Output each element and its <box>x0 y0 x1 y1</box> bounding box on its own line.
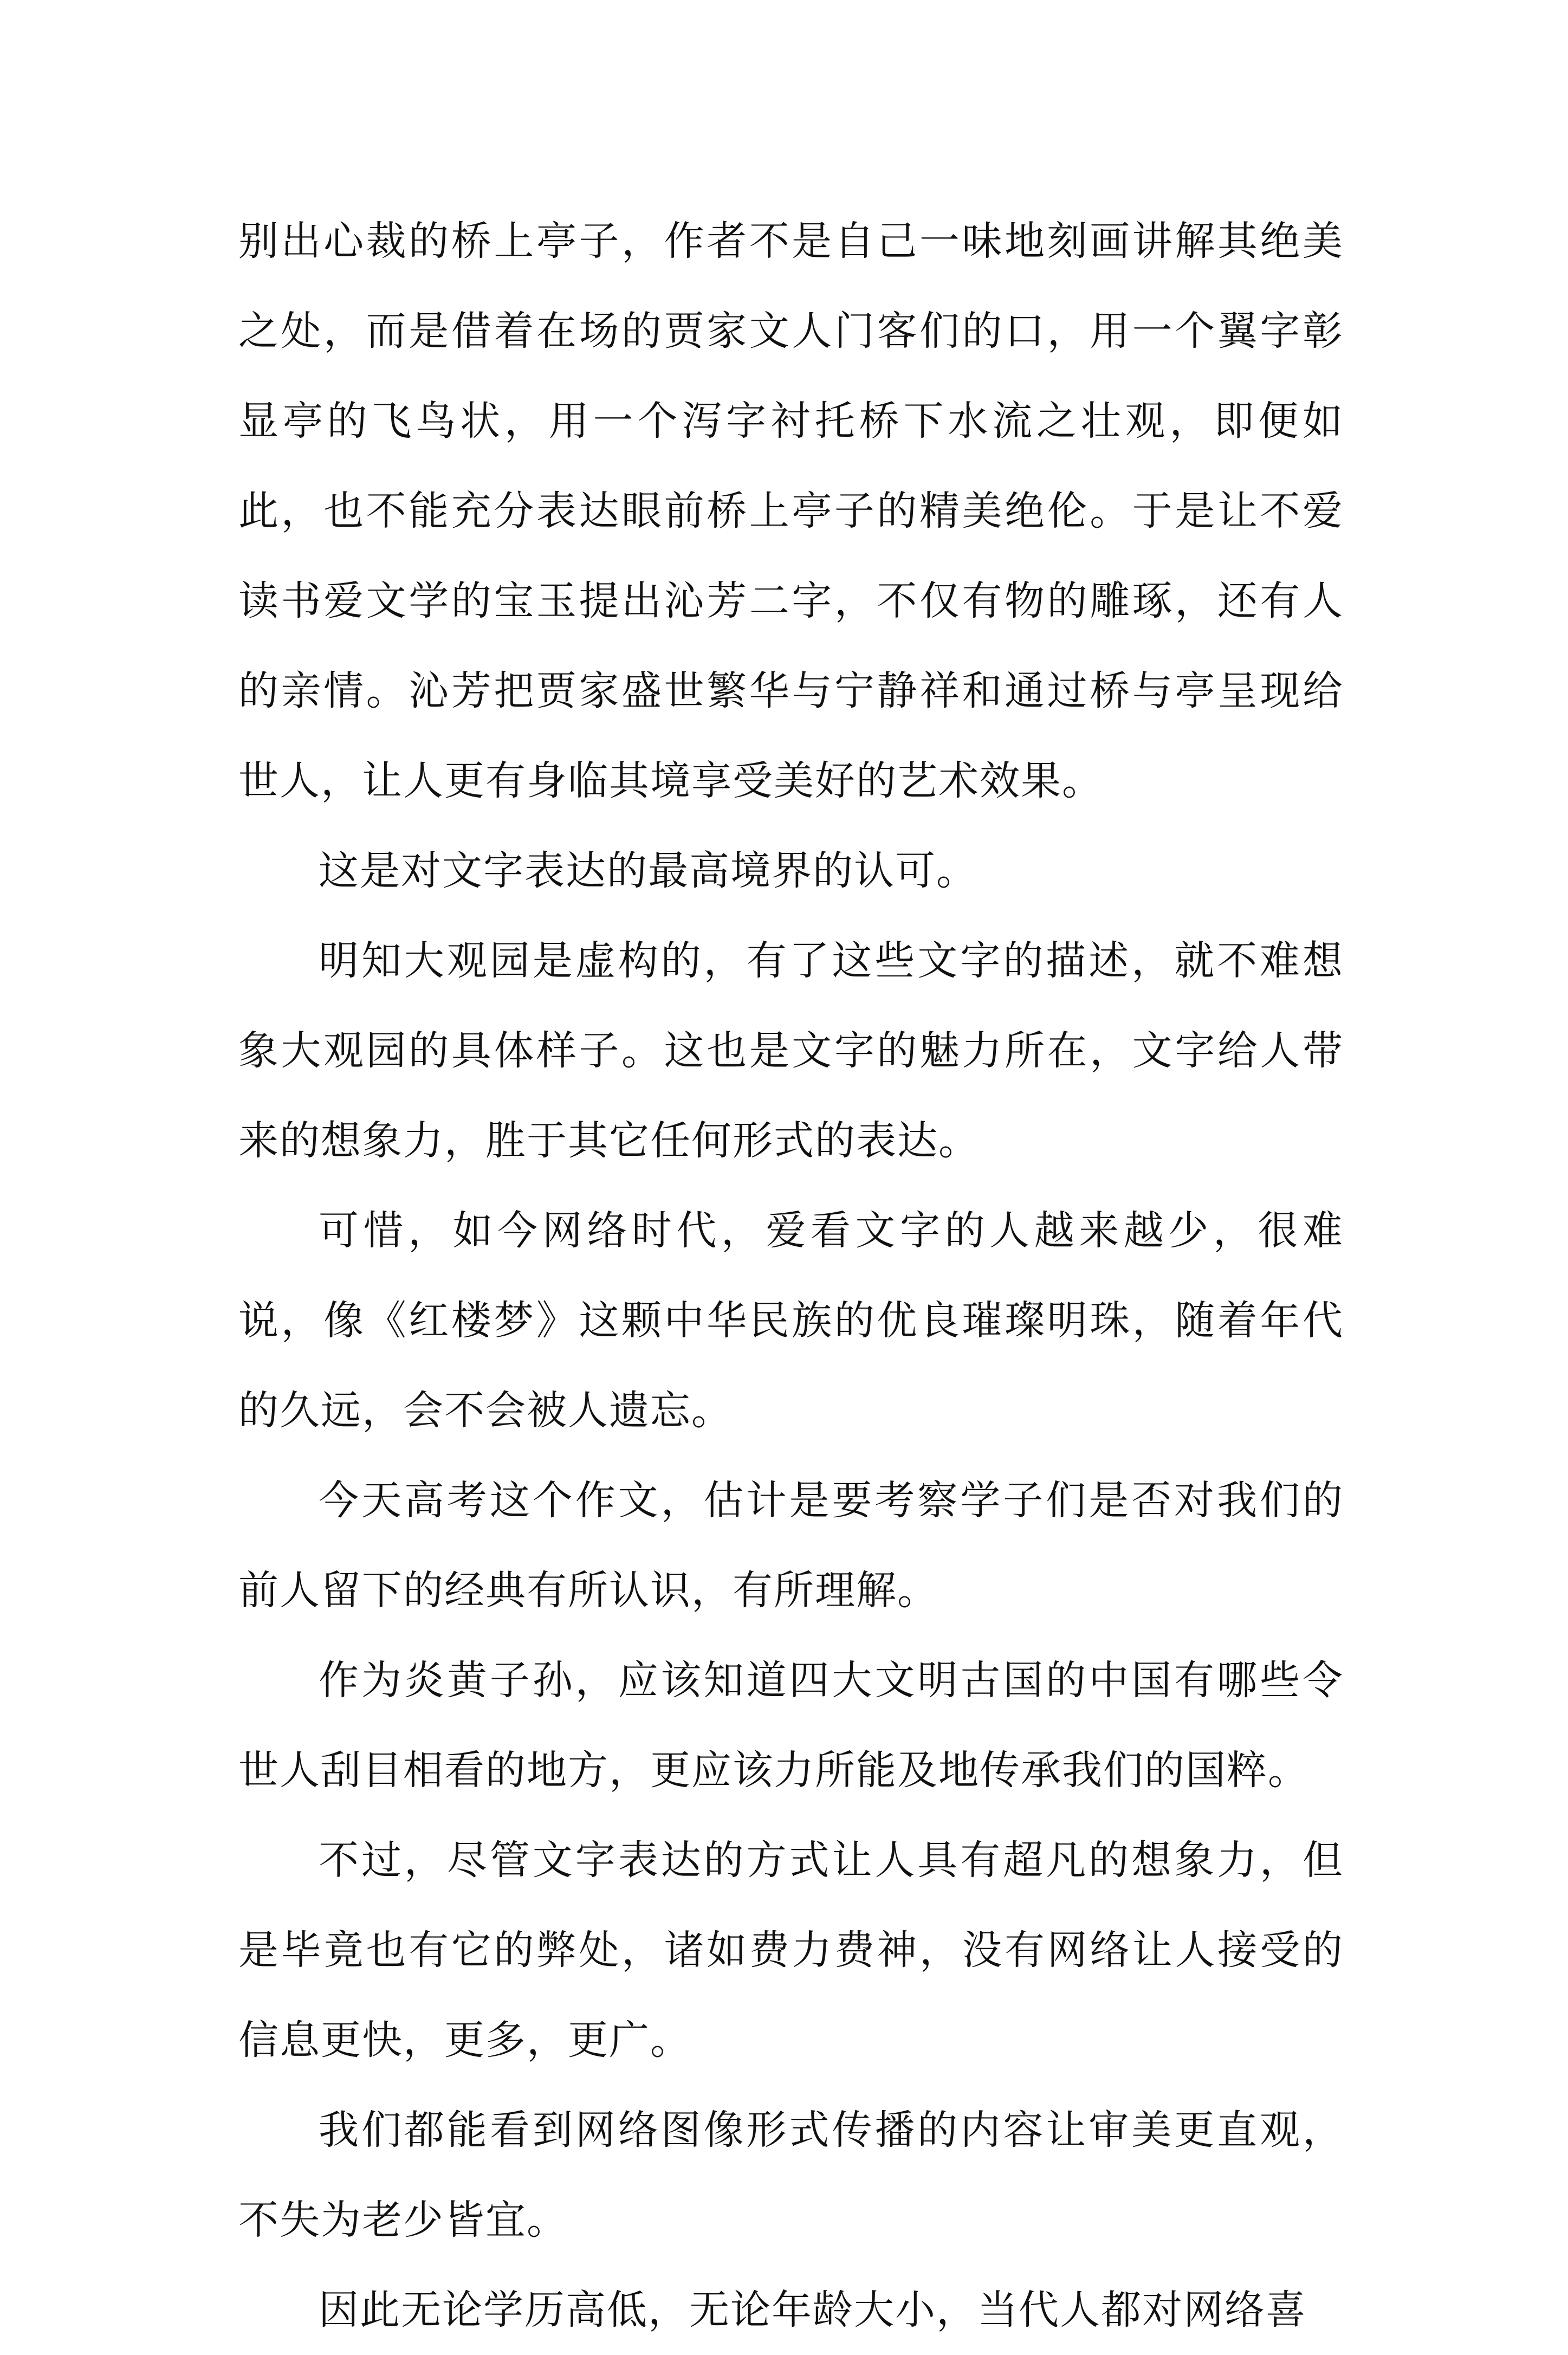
paragraph-2: 这是对文字表达的最高境界的认可。 <box>319 847 977 894</box>
paragraph-1: 别出心裁的桥上亭子，作者不是自己一味地刻画讲解其绝美之处，而是借着在场的贾家文人门客们的口，用一个翼字彰显亭的飞鸟状，用一个泻字衬托桥下水流之壮观，即便如此，也不能充分表达眼前桥上亭子的精美绝伦。于是让不爱读书爱文学的宝玉提出沁芳二字，不仅有物的雕琢，还有人的亲情。沁芳把贾家盛世繁华与宁静祥和通过桥与亭呈现给世人，让人更有身临其境享受美好的艺术效果。 <box>238 218 1344 804</box>
paragraph-9: 因此无论学历高低，无论年龄大小，当代人都对网络喜 <box>319 2287 1307 2333</box>
paragraph-6: 作为炎黄子孙，应该知道四大文明古国的中国有哪些令世人刮目相看的地方，更应该力所能及地传承我们的国粹。 <box>238 1657 1344 1794</box>
document-body <box>238 196 1344 2355</box>
paragraph-5: 今天高考这个作文，估计是要考察学子们是否对我们的前人留下的经典有所认识，有所理解。 <box>238 1477 1344 1614</box>
paragraph-4: 可惜，如今网络时代，爱看文字的人越来越少，很难说，像《红楼梦》这颗中华民族的优良璀璨明珠，随着年代的久远，会不会被人遗忘。 <box>238 1207 1344 1434</box>
paragraph-8: 我们都能看到网络图像形式传播的内容让审美更直观，不失为老少皆宜。 <box>238 2107 1344 2243</box>
paragraph-3: 明知大观园是虚构的，有了这些文字的描述，就不难想象大观园的具体样子。这也是文字的魅力所在，文字给人带来的想象力，胜于其它任何形式的表达。 <box>238 937 1344 1164</box>
paragraph-7: 不过，尽管文字表达的方式让人具有超凡的想象力，但是毕竟也有它的弊处，诸如费力费神，没有网络让人接受的信息更快，更多，更广。 <box>238 1837 1344 2063</box>
